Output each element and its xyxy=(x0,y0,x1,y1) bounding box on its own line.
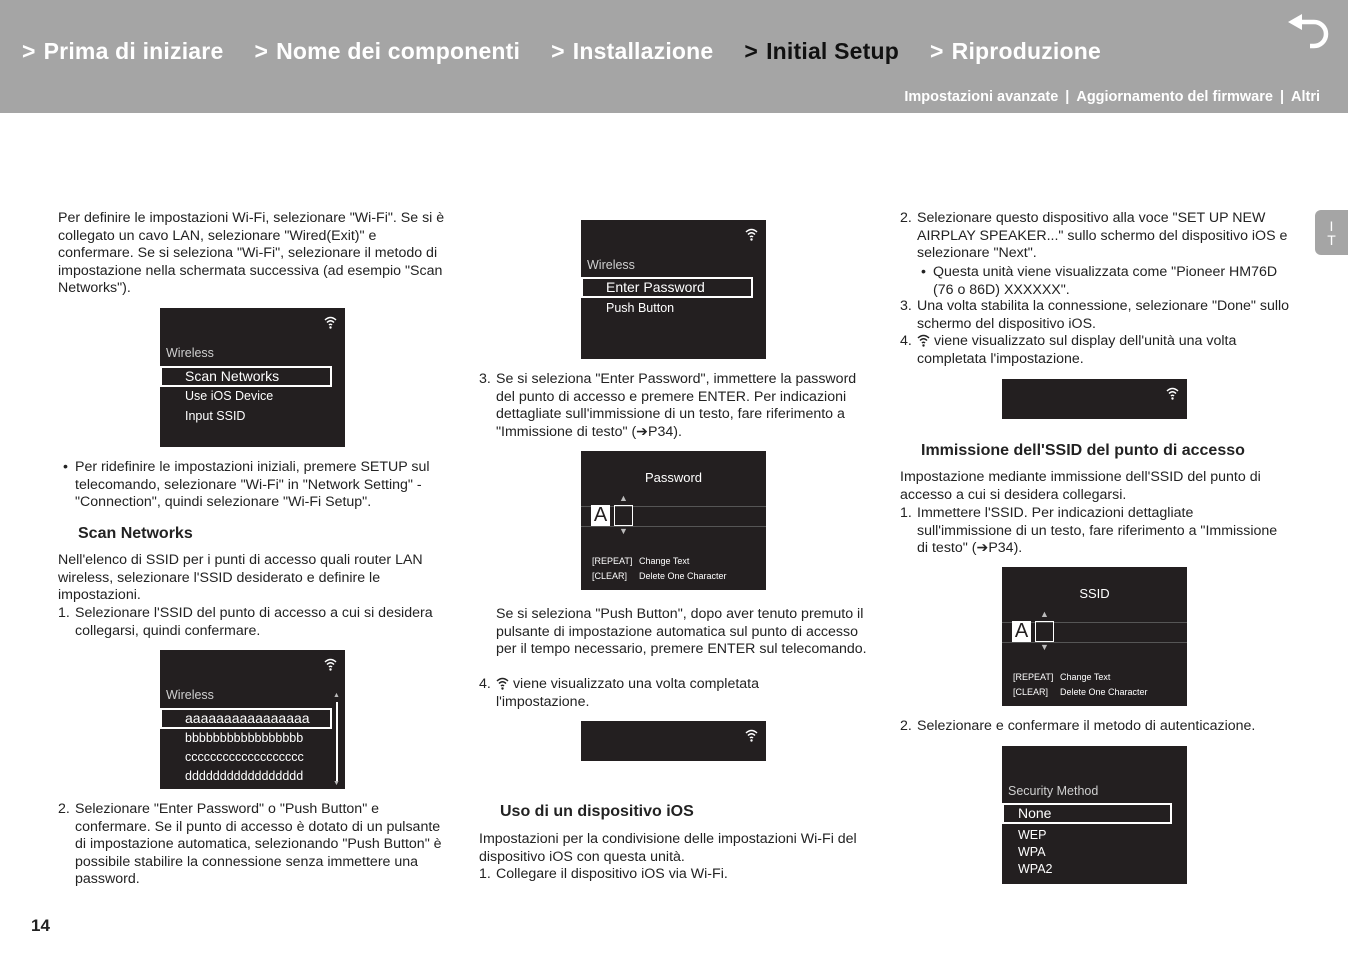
lcd-wifi-connected xyxy=(1002,379,1187,419)
step-4 xyxy=(479,676,871,711)
wifi-icon xyxy=(745,228,758,241)
step-number: 1. xyxy=(900,505,912,521)
char-up-icon: ▲ xyxy=(1040,609,1049,619)
scan-paragraph: Nell'elenco di SSID per i punti di accesso quali router LAN wireless, selezionare l'SSID desiderato e definire le impostazioni. xyxy=(58,552,423,604)
hint-text: Delete One Character xyxy=(1060,687,1148,697)
step-number: 2. xyxy=(900,718,912,734)
subnav-altri[interactable]: Altri xyxy=(1291,89,1320,105)
nav-label: Riproduzione xyxy=(951,38,1101,64)
lcd-selected-item: Scan Networks xyxy=(160,366,332,387)
step-number: 1. xyxy=(479,866,491,882)
section-heading-ssid: Immissione dell'SSID del punto di accesso xyxy=(921,442,1245,459)
nav-chevron: > xyxy=(22,38,36,64)
setup-note xyxy=(58,459,450,512)
push-button-paragraph: Se si seleziona "Push Button", dopo aver tenuto premuto il pulsante di impostazione automatica sul punto di accesso per il tempo necessario, premere ENTER sul telecomando. xyxy=(496,606,867,658)
main-nav xyxy=(22,38,1132,65)
nav-label: Installazione xyxy=(572,38,714,64)
lcd-hint-repeat xyxy=(1013,672,1110,682)
nav-chevron: > xyxy=(254,38,269,64)
lcd-title: Wireless xyxy=(166,346,214,360)
bullet-dot: • xyxy=(63,459,68,475)
lcd-scrollbar xyxy=(336,702,338,782)
lcd-option: WPA xyxy=(1018,845,1046,859)
step-number: 3. xyxy=(900,298,912,314)
step-text: viene visualizzato una volta completata xyxy=(512,676,760,692)
wifi-icon xyxy=(324,658,337,671)
nav-label: Initial Setup xyxy=(766,38,900,64)
wifi-icon xyxy=(496,677,509,690)
lcd-title: Security Method xyxy=(1008,784,1099,798)
bullet-text: Per ridefinire le impostazioni iniziali, premere SETUP sul telecomando, selezionare "Wi-Fi" in "Network Setting" - "Connection", quindi selezionare "Wi-Fi Setup". xyxy=(75,459,430,511)
lcd-title: Wireless xyxy=(587,258,635,272)
ios-step-1 xyxy=(479,866,871,884)
step-text: viene visualizzato sul display dell'unità una volta xyxy=(933,333,1237,349)
lcd-option: ccccccccccccccccccc xyxy=(185,750,304,764)
nav-initial-setup[interactable] xyxy=(744,38,899,65)
ssid-step-2 xyxy=(900,718,1292,736)
char-down-icon: ▼ xyxy=(1040,642,1049,652)
page-number: 14 xyxy=(31,916,50,935)
lcd-option: WEP xyxy=(1018,828,1047,842)
nav-chevron: > xyxy=(930,38,944,64)
lcd-hint-clear xyxy=(1013,687,1148,697)
step-number: 3. xyxy=(479,371,491,387)
nav-chevron: > xyxy=(744,38,759,64)
step-text: Selezionare l'SSID del punto di accesso a cui si desidera collegarsi, quindi confermare. xyxy=(75,605,433,639)
step-number: 4. xyxy=(900,333,912,349)
step-number: 4. xyxy=(479,676,491,692)
nav-nome-dei-componenti[interactable] xyxy=(254,38,520,65)
wifi-icon xyxy=(1166,387,1179,400)
hint-key: [REPEAT] xyxy=(592,556,633,566)
step-number: 1. xyxy=(58,605,70,621)
lcd-selected-item: Enter Password xyxy=(581,277,753,298)
lcd-password-method xyxy=(581,220,766,359)
lcd-option: Push Button xyxy=(606,301,675,315)
ios-step-2-note xyxy=(916,264,1292,299)
lcd-option: WPA2 xyxy=(1018,862,1053,876)
nav-chevron: > xyxy=(551,38,565,64)
step-text: Se si seleziona "Enter Password", immettere la password del punto di accesso e premere ENTER. Per indicazioni dettagliate sull'immissione di un testo, fare riferimento a "Immissione di testo" (➔P34). xyxy=(496,371,857,440)
lcd-divider xyxy=(1002,642,1187,643)
lcd-title: SSID xyxy=(1079,586,1110,601)
char-down-icon: ▼ xyxy=(619,526,628,536)
step-text: Selezionare questo dispositivo alla voce "SET UP NEW AIRPLAY SPEAKER..." sullo schermo del dispositivo iOS e selezionare "Next". xyxy=(917,210,1288,262)
step-text: completata l'impostazione. xyxy=(917,350,1084,367)
hint-text: Change Text xyxy=(639,556,690,566)
section-heading-ios: Uso di un dispositivo iOS xyxy=(500,803,694,820)
step-text: Selezionare "Enter Password" o "Push Button" e confermare. Se il punto di accesso è dotato di un pulsante di impostazione automatica, selezionando "Push Button" è possibile stabilire la connessione senza immettere una password. xyxy=(75,801,442,888)
lcd-option: Use iOS Device xyxy=(185,389,274,403)
nav-label: Nome dei componenti xyxy=(276,38,521,64)
lcd-divider xyxy=(581,526,766,527)
lcd-current-char: A xyxy=(591,505,610,526)
subnav-separator: | xyxy=(1279,89,1284,105)
lcd-title: Password xyxy=(644,470,703,485)
return-arrow-icon[interactable] xyxy=(1286,14,1330,52)
wifi-icon xyxy=(917,334,930,347)
nav-riproduzione[interactable] xyxy=(930,38,1101,65)
ios-step-2 xyxy=(900,210,1292,263)
hint-key: [REPEAT] xyxy=(1013,672,1054,682)
step-3 xyxy=(479,371,871,441)
lcd-password-entry xyxy=(581,451,766,590)
wifi-icon xyxy=(324,316,337,329)
ssid-step-1 xyxy=(900,505,1292,558)
ios-paragraph: Impostazioni per la condivisione delle impostazioni Wi-Fi del dispositivo iOS con questa unità. xyxy=(479,831,857,865)
step-text: l'impostazione. xyxy=(496,693,590,710)
lcd-selected-item: None xyxy=(1002,803,1172,824)
hint-text: Change Text xyxy=(1060,672,1111,682)
nav-installazione[interactable] xyxy=(551,38,713,65)
hint-key: [CLEAR] xyxy=(1013,687,1049,697)
intro-paragraph: Per definire le impostazioni Wi-Fi, selezionare "Wi-Fi". Se si è collegato un cavo LAN, selezionare "Wired(Exit)" e confermare. Se si seleziona "Wi-Fi", selezionare il metodo di impostazione nella schermata successiva (ad esempio "Scan Networks"). xyxy=(58,210,445,297)
language-tab-letter: T xyxy=(1327,232,1336,248)
scroll-down-icon: ▼ xyxy=(333,780,340,787)
section-heading-scan-networks: Scan Networks xyxy=(78,525,193,542)
step-number: 2. xyxy=(900,210,912,226)
language-tab-letter: I xyxy=(1329,218,1334,234)
language-tab[interactable] xyxy=(1315,210,1348,255)
lcd-hint-clear xyxy=(592,571,727,581)
hint-text: Delete One Character xyxy=(639,571,727,581)
lcd-cursor-box xyxy=(1035,621,1054,642)
ssid-paragraph: Impostazione mediante immissione dell'SSID del punto di accesso a cui si desidera collegarsi. xyxy=(900,469,1261,503)
lcd-hint-repeat xyxy=(592,556,689,566)
lcd-option: Input SSID xyxy=(185,409,246,423)
step-2 xyxy=(58,801,450,889)
nav-prima-di-iniziare[interactable] xyxy=(22,38,223,65)
lcd-current-char: A xyxy=(1012,621,1031,642)
subnav-separator: | xyxy=(1065,89,1070,105)
lcd-cursor-box xyxy=(614,505,633,526)
wifi-icon xyxy=(745,729,758,742)
subnav-impostazioni-avanzate[interactable]: Impostazioni avanzate xyxy=(904,89,1059,105)
ios-step-4 xyxy=(900,333,1292,368)
step-text: Immettere l'SSID. Per indicazioni dettagliate sull'immissione di un testo, fare riferimento a "Immissione di testo" (➔P34). xyxy=(917,505,1278,557)
lcd-title: Wireless xyxy=(166,688,214,702)
lcd-wireless-menu xyxy=(160,308,345,447)
step-1 xyxy=(58,605,450,640)
sub-nav xyxy=(904,89,1320,105)
bullet-dot: • xyxy=(921,264,926,280)
hint-key: [CLEAR] xyxy=(592,571,628,581)
header-bar xyxy=(0,0,1348,113)
scroll-up-icon: ▲ xyxy=(333,692,340,699)
lcd-security-method xyxy=(1002,746,1187,884)
step-number: 2. xyxy=(58,801,70,817)
lcd-option: bbbbbbbbbbbbbbbbb xyxy=(185,731,304,745)
nav-label: Prima di iniziare xyxy=(43,38,224,64)
step-text: Una volta stabilita la connessione, selezionare "Done" sullo schermo del dispositivo iOS. xyxy=(917,298,1290,332)
step-text: Collegare il dispositivo iOS via Wi-Fi. xyxy=(496,866,728,882)
subnav-aggiornamento-firmware[interactable]: Aggiornamento del firmware xyxy=(1076,89,1273,105)
lcd-ssid-entry xyxy=(1002,567,1187,706)
ios-step-3 xyxy=(900,298,1292,333)
bullet-text: Questa unità viene visualizzata come "Pioneer HM76D (76 o 86D) XXXXXX". xyxy=(933,264,1278,298)
lcd-option: ddddddddddddddddd xyxy=(185,769,304,783)
lcd-selected-item: aaaaaaaaaaaaaaaa xyxy=(160,708,332,729)
lcd-ssid-list xyxy=(160,650,345,789)
step-text: Selezionare e confermare il metodo di autenticazione. xyxy=(917,718,1256,734)
char-up-icon: ▲ xyxy=(619,493,628,503)
lcd-wifi-connected xyxy=(581,721,766,761)
